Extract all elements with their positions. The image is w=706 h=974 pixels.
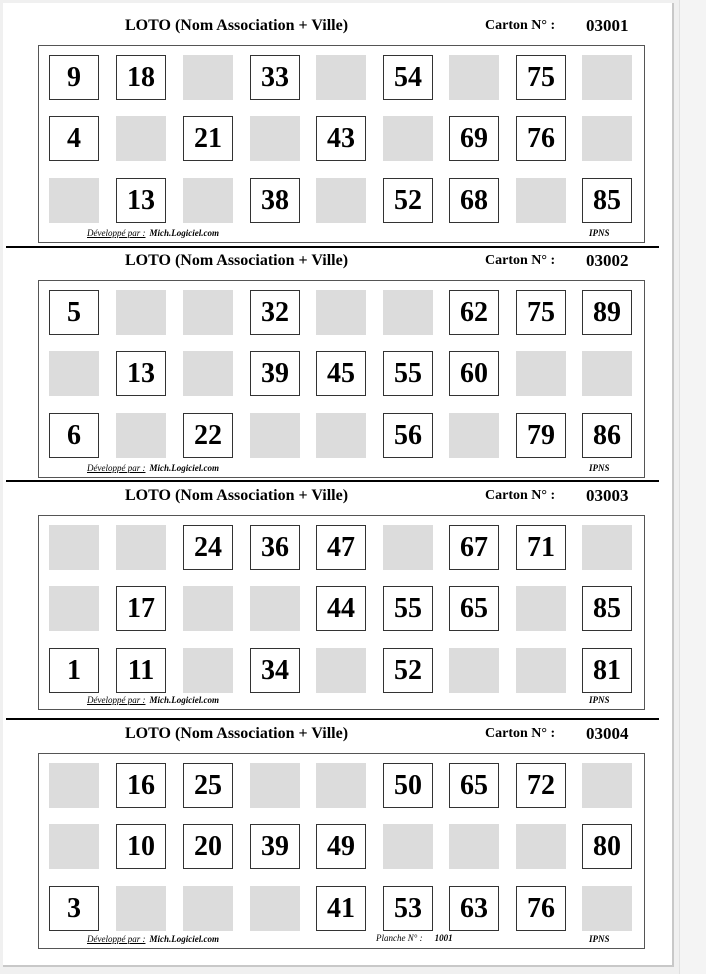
empty-cell bbox=[316, 763, 366, 808]
developer-site: Mich.Logiciel.com bbox=[149, 228, 219, 238]
carton-label: Carton N° : bbox=[485, 488, 556, 503]
empty-cell bbox=[250, 413, 300, 458]
empty-cell bbox=[383, 290, 433, 335]
number-cell: 22 bbox=[183, 413, 233, 458]
empty-cell bbox=[116, 886, 166, 931]
planche-number: 1001 bbox=[434, 933, 453, 943]
number-cell: 17 bbox=[116, 586, 166, 631]
number-cell: 75 bbox=[516, 55, 566, 100]
number-cell: 43 bbox=[316, 116, 366, 161]
empty-cell bbox=[449, 824, 499, 869]
developer-site: Mich.Logiciel.com bbox=[149, 934, 219, 944]
empty-cell bbox=[49, 586, 99, 631]
number-cell: 10 bbox=[116, 824, 166, 869]
empty-cell bbox=[316, 290, 366, 335]
empty-cell bbox=[49, 178, 99, 223]
number-grid bbox=[38, 45, 645, 243]
number-cell: 71 bbox=[516, 525, 566, 570]
empty-cell bbox=[250, 763, 300, 808]
empty-cell bbox=[183, 351, 233, 396]
developer-label: Développé par : bbox=[87, 228, 146, 238]
number-cell: 39 bbox=[250, 351, 300, 396]
number-cell: 39 bbox=[250, 824, 300, 869]
empty-cell bbox=[516, 351, 566, 396]
number-cell: 13 bbox=[116, 351, 166, 396]
card-header bbox=[3, 723, 672, 747]
number-cell: 85 bbox=[582, 178, 632, 223]
empty-cell bbox=[116, 116, 166, 161]
empty-cell bbox=[49, 763, 99, 808]
card-separator bbox=[6, 480, 659, 482]
number-cell: 20 bbox=[183, 824, 233, 869]
empty-cell bbox=[582, 351, 632, 396]
number-grid bbox=[38, 280, 645, 478]
number-cell: 21 bbox=[183, 116, 233, 161]
empty-cell bbox=[582, 55, 632, 100]
number-cell: 47 bbox=[316, 525, 366, 570]
empty-cell bbox=[516, 178, 566, 223]
number-cell: 79 bbox=[516, 413, 566, 458]
number-cell: 89 bbox=[582, 290, 632, 335]
empty-cell bbox=[183, 178, 233, 223]
developer-site: Mich.Logiciel.com bbox=[149, 695, 219, 705]
empty-cell bbox=[250, 586, 300, 631]
carton-label: Carton N° : bbox=[485, 18, 556, 33]
number-cell: 68 bbox=[449, 178, 499, 223]
card-header bbox=[3, 250, 672, 274]
empty-cell bbox=[582, 525, 632, 570]
number-cell: 56 bbox=[383, 413, 433, 458]
print-page bbox=[3, 3, 674, 967]
number-cell: 49 bbox=[316, 824, 366, 869]
empty-cell bbox=[49, 824, 99, 869]
empty-cell bbox=[383, 525, 433, 570]
number-cell: 38 bbox=[250, 178, 300, 223]
number-cell: 44 bbox=[316, 586, 366, 631]
empty-cell bbox=[582, 116, 632, 161]
loto-card bbox=[3, 723, 672, 953]
number-cell: 62 bbox=[449, 290, 499, 335]
vertical-scrollbar[interactable] bbox=[679, 0, 706, 974]
number-cell: 50 bbox=[383, 763, 433, 808]
empty-cell bbox=[449, 413, 499, 458]
card-separator bbox=[6, 718, 659, 720]
number-cell: 54 bbox=[383, 55, 433, 100]
carton-number: 03003 bbox=[586, 486, 629, 505]
number-cell: 86 bbox=[582, 413, 632, 458]
empty-cell bbox=[516, 586, 566, 631]
carton-label: Carton N° : bbox=[485, 253, 556, 268]
empty-cell bbox=[516, 648, 566, 693]
number-cell: 63 bbox=[449, 886, 499, 931]
empty-cell bbox=[316, 178, 366, 223]
card-title: LOTO (Nom Association + Ville) bbox=[125, 252, 349, 269]
empty-cell bbox=[582, 886, 632, 931]
number-cell: 65 bbox=[449, 763, 499, 808]
developer-credit bbox=[87, 934, 219, 944]
card-header bbox=[3, 485, 672, 509]
empty-cell bbox=[316, 648, 366, 693]
number-cell: 5 bbox=[49, 290, 99, 335]
number-cell: 85 bbox=[582, 586, 632, 631]
empty-cell bbox=[183, 290, 233, 335]
empty-cell bbox=[183, 648, 233, 693]
ipns-label: IPNS bbox=[589, 695, 610, 705]
carton-number: 03002 bbox=[586, 251, 629, 270]
number-cell: 41 bbox=[316, 886, 366, 931]
developer-credit bbox=[87, 463, 219, 473]
carton-number: 03004 bbox=[586, 724, 629, 743]
planche-info bbox=[376, 933, 453, 943]
number-cell: 75 bbox=[516, 290, 566, 335]
empty-cell bbox=[49, 351, 99, 396]
number-cell: 36 bbox=[250, 525, 300, 570]
empty-cell bbox=[316, 413, 366, 458]
card-title: LOTO (Nom Association + Ville) bbox=[125, 17, 349, 34]
empty-cell bbox=[449, 648, 499, 693]
number-cell: 55 bbox=[383, 351, 433, 396]
number-cell: 76 bbox=[516, 116, 566, 161]
card-separator bbox=[6, 246, 659, 248]
empty-cell bbox=[183, 886, 233, 931]
carton-label: Carton N° : bbox=[485, 726, 556, 741]
number-cell: 1 bbox=[49, 648, 99, 693]
number-cell: 81 bbox=[582, 648, 632, 693]
empty-cell bbox=[183, 586, 233, 631]
number-cell: 33 bbox=[250, 55, 300, 100]
number-cell: 72 bbox=[516, 763, 566, 808]
card-title: LOTO (Nom Association + Ville) bbox=[125, 487, 349, 504]
number-grid bbox=[38, 515, 645, 710]
number-cell: 4 bbox=[49, 116, 99, 161]
empty-cell bbox=[183, 55, 233, 100]
number-cell: 52 bbox=[383, 648, 433, 693]
planche-label: Planche N° : bbox=[376, 933, 423, 943]
empty-cell bbox=[49, 525, 99, 570]
number-cell: 80 bbox=[582, 824, 632, 869]
ipns-label: IPNS bbox=[589, 228, 610, 238]
loto-card bbox=[3, 250, 672, 480]
number-cell: 45 bbox=[316, 351, 366, 396]
number-cell: 3 bbox=[49, 886, 99, 931]
empty-cell bbox=[316, 55, 366, 100]
ipns-label: IPNS bbox=[589, 463, 610, 473]
number-cell: 69 bbox=[449, 116, 499, 161]
card-title: LOTO (Nom Association + Ville) bbox=[125, 725, 349, 742]
loto-card bbox=[3, 485, 672, 715]
ipns-label: IPNS bbox=[589, 934, 610, 944]
number-cell: 55 bbox=[383, 586, 433, 631]
number-cell: 6 bbox=[49, 413, 99, 458]
empty-cell bbox=[449, 55, 499, 100]
empty-cell bbox=[116, 290, 166, 335]
loto-card bbox=[3, 15, 672, 245]
empty-cell bbox=[383, 824, 433, 869]
number-cell: 16 bbox=[116, 763, 166, 808]
empty-cell bbox=[116, 525, 166, 570]
number-cell: 67 bbox=[449, 525, 499, 570]
developer-credit bbox=[87, 695, 219, 705]
number-cell: 24 bbox=[183, 525, 233, 570]
empty-cell bbox=[116, 413, 166, 458]
number-cell: 53 bbox=[383, 886, 433, 931]
empty-cell bbox=[383, 116, 433, 161]
number-cell: 9 bbox=[49, 55, 99, 100]
number-cell: 11 bbox=[116, 648, 166, 693]
number-cell: 60 bbox=[449, 351, 499, 396]
developer-label: Développé par : bbox=[87, 695, 146, 705]
number-cell: 52 bbox=[383, 178, 433, 223]
number-grid bbox=[38, 753, 645, 949]
number-cell: 25 bbox=[183, 763, 233, 808]
number-cell: 34 bbox=[250, 648, 300, 693]
developer-credit bbox=[87, 228, 219, 238]
carton-number: 03001 bbox=[586, 16, 629, 35]
number-cell: 32 bbox=[250, 290, 300, 335]
empty-cell bbox=[582, 763, 632, 808]
empty-cell bbox=[516, 824, 566, 869]
empty-cell bbox=[250, 116, 300, 161]
number-cell: 76 bbox=[516, 886, 566, 931]
empty-cell bbox=[250, 886, 300, 931]
number-cell: 18 bbox=[116, 55, 166, 100]
developer-label: Développé par : bbox=[87, 934, 146, 944]
card-header bbox=[3, 15, 672, 39]
developer-label: Développé par : bbox=[87, 463, 146, 473]
number-cell: 65 bbox=[449, 586, 499, 631]
developer-site: Mich.Logiciel.com bbox=[149, 463, 219, 473]
number-cell: 13 bbox=[116, 178, 166, 223]
